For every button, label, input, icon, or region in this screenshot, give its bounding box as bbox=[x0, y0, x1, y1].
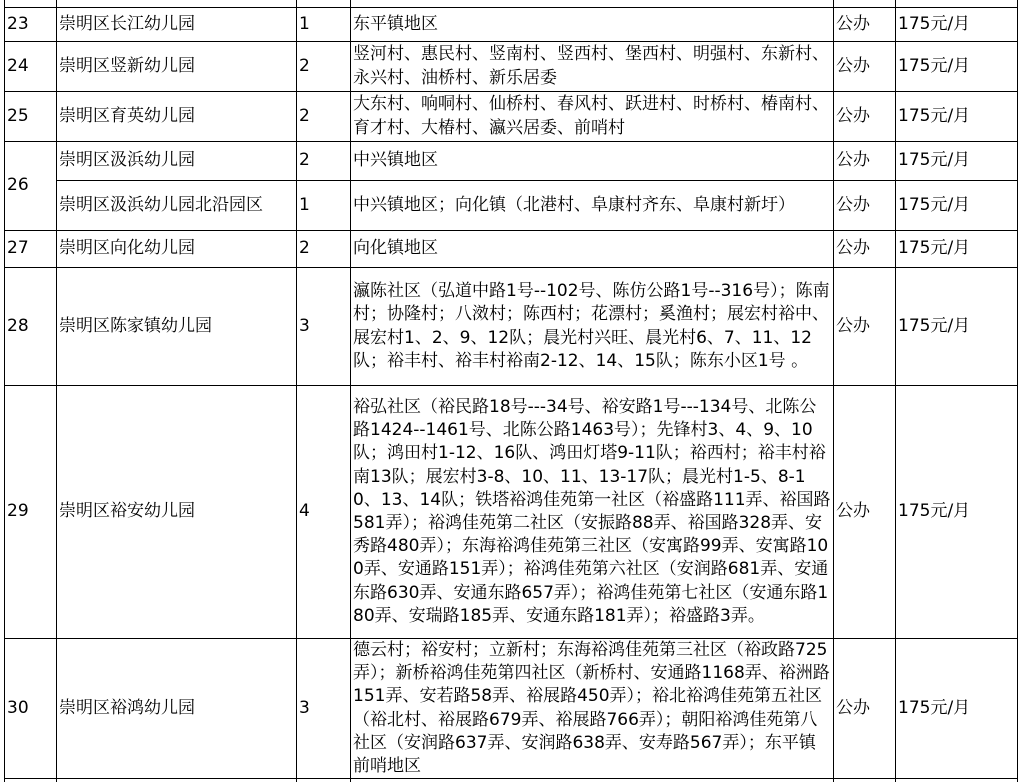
enrollment-area: 裕弘社区（裕民路18号---34号、裕安路1号---134号、北陈公路1424--1461号、北陈公路1463号）；先锋村3、4、9、10队；鸿田村1-12、16队、鸿田灯塔9-11队；裕西村；裕丰村裕南13队；展宏村3-8、10、11、13-17队；晨光村1-5、8-10、13、14队；铁塔裕鸿佳苑第一社区（裕盛路111弄、裕国路581弄）；裕鸿佳苑第二社区（安振路88弄、裕国路328弄、安秀路480弄）；东海裕鸿佳苑第三社区（安寓路99弄、安寓路100弄、安通路151弄）；裕鸿佳苑第六社区（安润路681弄、安通东路630弄、安通东路657弄）；裕鸿佳苑第七社区（安通东路180弄、安瑞路185弄、安通东路181弄）；裕盛路3弄。 bbox=[351, 386, 834, 639]
school-name: 崇明区长江幼儿园 bbox=[57, 8, 297, 42]
monthly-fee: 175元/月 bbox=[896, 268, 1018, 386]
school-type: 公办 bbox=[834, 268, 896, 386]
table-row bbox=[5, 268, 1018, 386]
enrollment-area: 瀛陈社区（弘道中路1号--102号、陈仿公路1号--316号）；陈南村；协隆村；八滧村；陈西村；花漂村；奚渔村；展宏村裕中、展宏村1、2、9、12队；晨光村兴旺、晨光村6、7、11、12 队；裕丰村、裕丰村裕南2-12、14、15队；陈东小区1号 。 bbox=[351, 268, 834, 386]
table-row bbox=[5, 42, 1018, 92]
school-type: 公办 bbox=[834, 42, 896, 92]
school-name: 崇明区向化幼儿园 bbox=[57, 231, 297, 268]
monthly-fee: 175元/月 bbox=[896, 8, 1018, 42]
row-number: 26 bbox=[5, 142, 57, 231]
monthly-fee: 175元/月 bbox=[896, 639, 1018, 779]
kindergarten-table bbox=[4, 0, 1018, 782]
class-count: 1 bbox=[297, 8, 351, 42]
school-name: 崇明区陈家镇幼儿园 bbox=[57, 268, 297, 386]
enrollment-area: 向化镇地区 bbox=[351, 231, 834, 268]
school-name: 崇明区汲浜幼儿园北沿园区 bbox=[57, 181, 297, 231]
school-type: 公办 bbox=[834, 181, 896, 231]
class-count: 3 bbox=[297, 268, 351, 386]
table-row-partial-top bbox=[5, 0, 1018, 8]
row-number: 30 bbox=[5, 639, 57, 779]
table-row bbox=[5, 639, 1018, 779]
table-row bbox=[5, 386, 1018, 639]
row-number: 25 bbox=[5, 92, 57, 142]
monthly-fee: 175元/月 bbox=[896, 142, 1018, 181]
school-name: 崇明区汲浜幼儿园 bbox=[57, 142, 297, 181]
monthly-fee: 175元/月 bbox=[896, 181, 1018, 231]
row-number: 23 bbox=[5, 8, 57, 42]
monthly-fee: 175元/月 bbox=[896, 42, 1018, 92]
school-name: 崇明区育英幼儿园 bbox=[57, 92, 297, 142]
row-number: 28 bbox=[5, 268, 57, 386]
school-type: 公办 bbox=[834, 142, 896, 181]
enrollment-area: 东平镇地区 bbox=[351, 8, 834, 42]
enrollment-area: 中兴镇地区；向化镇（北港村、阜康村齐东、阜康村新圩） bbox=[351, 181, 834, 231]
row-number: 27 bbox=[5, 231, 57, 268]
table-row bbox=[5, 231, 1018, 268]
class-count: 2 bbox=[297, 92, 351, 142]
class-count: 2 bbox=[297, 231, 351, 268]
class-count: 3 bbox=[297, 639, 351, 779]
enrollment-area: 大东村、响哃村、仙桥村、春风村、跃进村、时桥村、椿南村、育才村、大椿村、瀛兴居委、前哨村 bbox=[351, 92, 834, 142]
enrollment-area: 竖河村、惠民村、竖南村、竖西村、堡西村、明强村、东新村、永兴村、油桥村、新乐居委 bbox=[351, 42, 834, 92]
school-type: 公办 bbox=[834, 92, 896, 142]
row-number: 24 bbox=[5, 42, 57, 92]
school-type: 公办 bbox=[834, 231, 896, 268]
monthly-fee: 175元/月 bbox=[896, 92, 1018, 142]
monthly-fee: 175元/月 bbox=[896, 386, 1018, 639]
table-row bbox=[5, 8, 1018, 42]
enrollment-area: 德云村；裕安村；立新村；东海裕鸿佳苑第三社区（裕政路725弄）；新桥裕鸿佳苑第四社区（新桥村、安通路1168弄、裕洲路151弄、安若路58弄、裕展路450弄）；裕北裕鸿佳苑第五社区（裕北村、裕展路679弄、裕展路766弄）；朝阳裕鸿佳苑第八社区（安润路637弄、安润路638弄、安寿路567弄）；东平镇前哨地区 bbox=[351, 639, 834, 779]
table-row bbox=[5, 142, 1018, 181]
table-row bbox=[5, 92, 1018, 142]
table-row bbox=[5, 181, 1018, 231]
school-type: 公办 bbox=[834, 8, 896, 42]
row-number: 29 bbox=[5, 386, 57, 639]
class-count: 1 bbox=[297, 181, 351, 231]
class-count: 2 bbox=[297, 42, 351, 92]
school-name: 崇明区裕安幼儿园 bbox=[57, 386, 297, 639]
school-name: 崇明区裕鸿幼儿园 bbox=[57, 639, 297, 779]
school-name: 崇明区竖新幼儿园 bbox=[57, 42, 297, 92]
school-type: 公办 bbox=[834, 386, 896, 639]
class-count: 2 bbox=[297, 142, 351, 181]
class-count: 4 bbox=[297, 386, 351, 639]
enrollment-area: 中兴镇地区 bbox=[351, 142, 834, 181]
monthly-fee: 175元/月 bbox=[896, 231, 1018, 268]
school-type: 公办 bbox=[834, 639, 896, 779]
